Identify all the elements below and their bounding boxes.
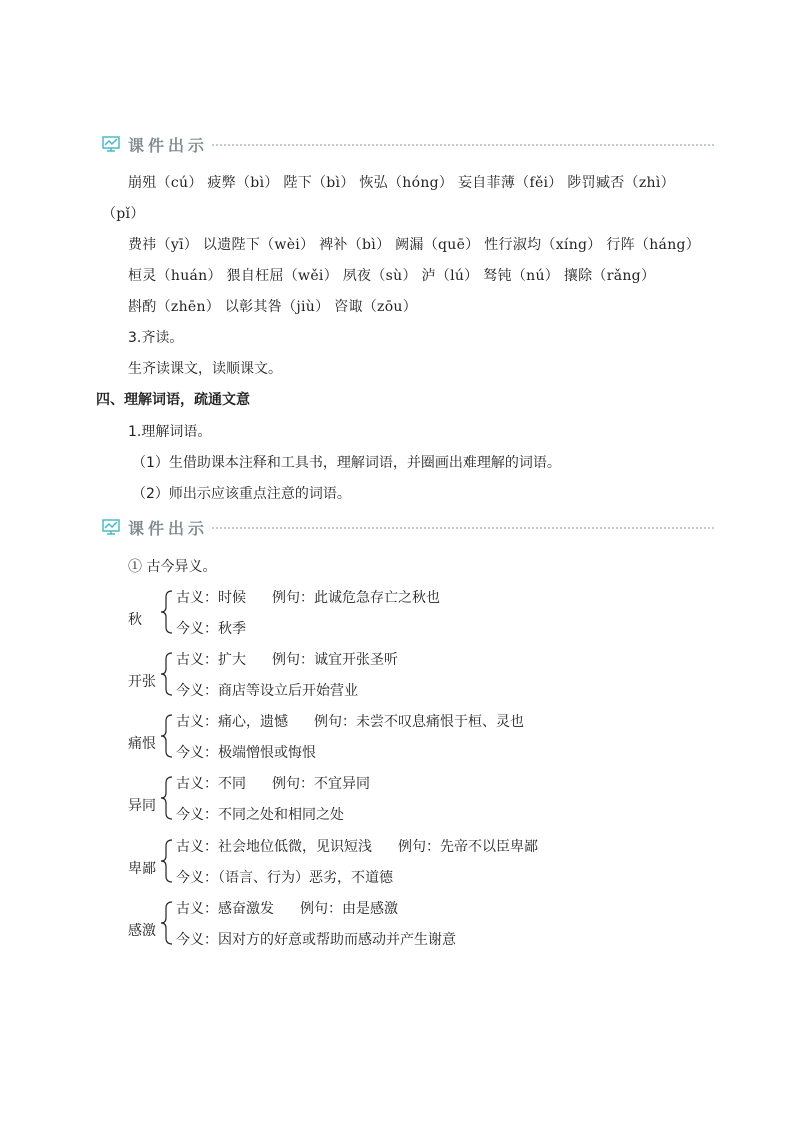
term-modern-meaning: 今义：商店等设立后开始营业 xyxy=(176,683,358,699)
term-word: 秋 xyxy=(128,612,142,628)
curly-brace-icon xyxy=(158,775,174,821)
term-ancient-meaning: 古义：时候 例句：此诚危急存亡之秋也 xyxy=(176,590,440,606)
term-modern-meaning: 今义：秋季 xyxy=(176,621,246,637)
term-modern-meaning: 今义：极端憎恨或悔恨 xyxy=(176,745,316,761)
term-block xyxy=(128,898,456,960)
pinyin-line-5: 斟酌（zhēn） 以彰其咎（jiù） 咨诹（zōu） xyxy=(128,299,418,315)
presentation-chart-icon xyxy=(102,519,120,535)
section-header-title: 课件出示 xyxy=(128,518,209,538)
gujin-title: ① 古今异义。 xyxy=(128,559,217,575)
section4-heading: 四、理解词语，疏通文意 xyxy=(96,392,250,408)
step1-item-2: （2）师出示应该重点注意的词语。 xyxy=(132,486,351,502)
term-block xyxy=(128,587,440,649)
term-block xyxy=(128,711,524,773)
term-block xyxy=(128,649,398,711)
term-word: 感激 xyxy=(128,923,156,939)
presentation-chart-icon xyxy=(102,136,120,152)
curly-brace-icon xyxy=(158,589,174,635)
dotted-divider xyxy=(212,527,714,529)
dotted-divider xyxy=(212,144,714,146)
term-word: 开张 xyxy=(128,674,156,690)
term-word: 异同 xyxy=(128,798,156,814)
term-example: 例句：诚宜开张圣听 xyxy=(272,652,398,668)
section-header-courseware-2 xyxy=(102,516,714,538)
section-header-courseware-1 xyxy=(102,133,714,155)
term-block xyxy=(128,836,538,898)
term-modern-meaning: 今义：不同之处和相同之处 xyxy=(176,807,344,823)
term-example: 例句：先帝不以臣卑鄙 xyxy=(398,839,538,855)
term-example: 例句：由是感激 xyxy=(300,901,398,917)
pinyin-line-4: 桓灵（huán） 猥自枉屈（wěi） 夙夜（sù） 泸（lú） 驽钝（nú） 攘除（rǎng） xyxy=(128,268,656,284)
term-ancient-meaning: 古义：扩大 例句：诚宜开张圣听 xyxy=(176,652,398,668)
term-block xyxy=(128,773,370,835)
step3-title: 3.齐读。 xyxy=(128,330,184,346)
curly-brace-icon xyxy=(158,651,174,697)
section-header-title: 课件出示 xyxy=(128,135,209,155)
step1-item-1: （1）生借助课本注释和工具书，理解词语，并圈画出难理解的词语。 xyxy=(132,455,561,471)
term-ancient-meaning: 古义：社会地位低微，见识短浅 例句：先帝不以臣卑鄙 xyxy=(176,839,538,855)
term-example: 例句：未尝不叹息痛恨于桓、灵也 xyxy=(314,714,524,730)
term-modern-meaning: 今义：因对方的好意或帮助而感动并产生谢意 xyxy=(176,932,456,948)
curly-brace-icon xyxy=(158,838,174,884)
term-ancient-meaning: 古义：不同 例句：不宜异同 xyxy=(176,776,370,792)
term-word: 卑鄙 xyxy=(128,861,156,877)
pinyin-line-1: 崩殂（cú） 疲弊（bì） 陛下（bì） 恢弘（hóng） 妄自菲薄（fěi） 陟罚臧否（zhì） xyxy=(128,175,675,191)
term-modern-meaning: 今义：（语言、行为）恶劣，不道德 xyxy=(176,870,393,886)
term-ancient-meaning: 古义：感奋激发 例句：由是感激 xyxy=(176,901,398,917)
curly-brace-icon xyxy=(158,900,174,946)
pinyin-line-3: 费祎（yī） 以遗陛下（wèi） 裨补（bì） 阙漏（quē） 性行淑均（xíng） 行阵（háng） xyxy=(128,237,701,253)
term-example: 例句：不宜异同 xyxy=(272,776,370,792)
pinyin-line-2: （pǐ） xyxy=(102,206,145,222)
step3-text: 生齐读课文，读顺课文。 xyxy=(128,361,282,377)
curly-brace-icon xyxy=(158,713,174,759)
term-word: 痛恨 xyxy=(128,736,156,752)
term-ancient-meaning: 古义：痛心，遗憾 例句：未尝不叹息痛恨于桓、灵也 xyxy=(176,714,524,730)
term-example: 例句：此诚危急存亡之秋也 xyxy=(272,590,440,606)
step1-title: 1.理解词语。 xyxy=(128,424,212,440)
